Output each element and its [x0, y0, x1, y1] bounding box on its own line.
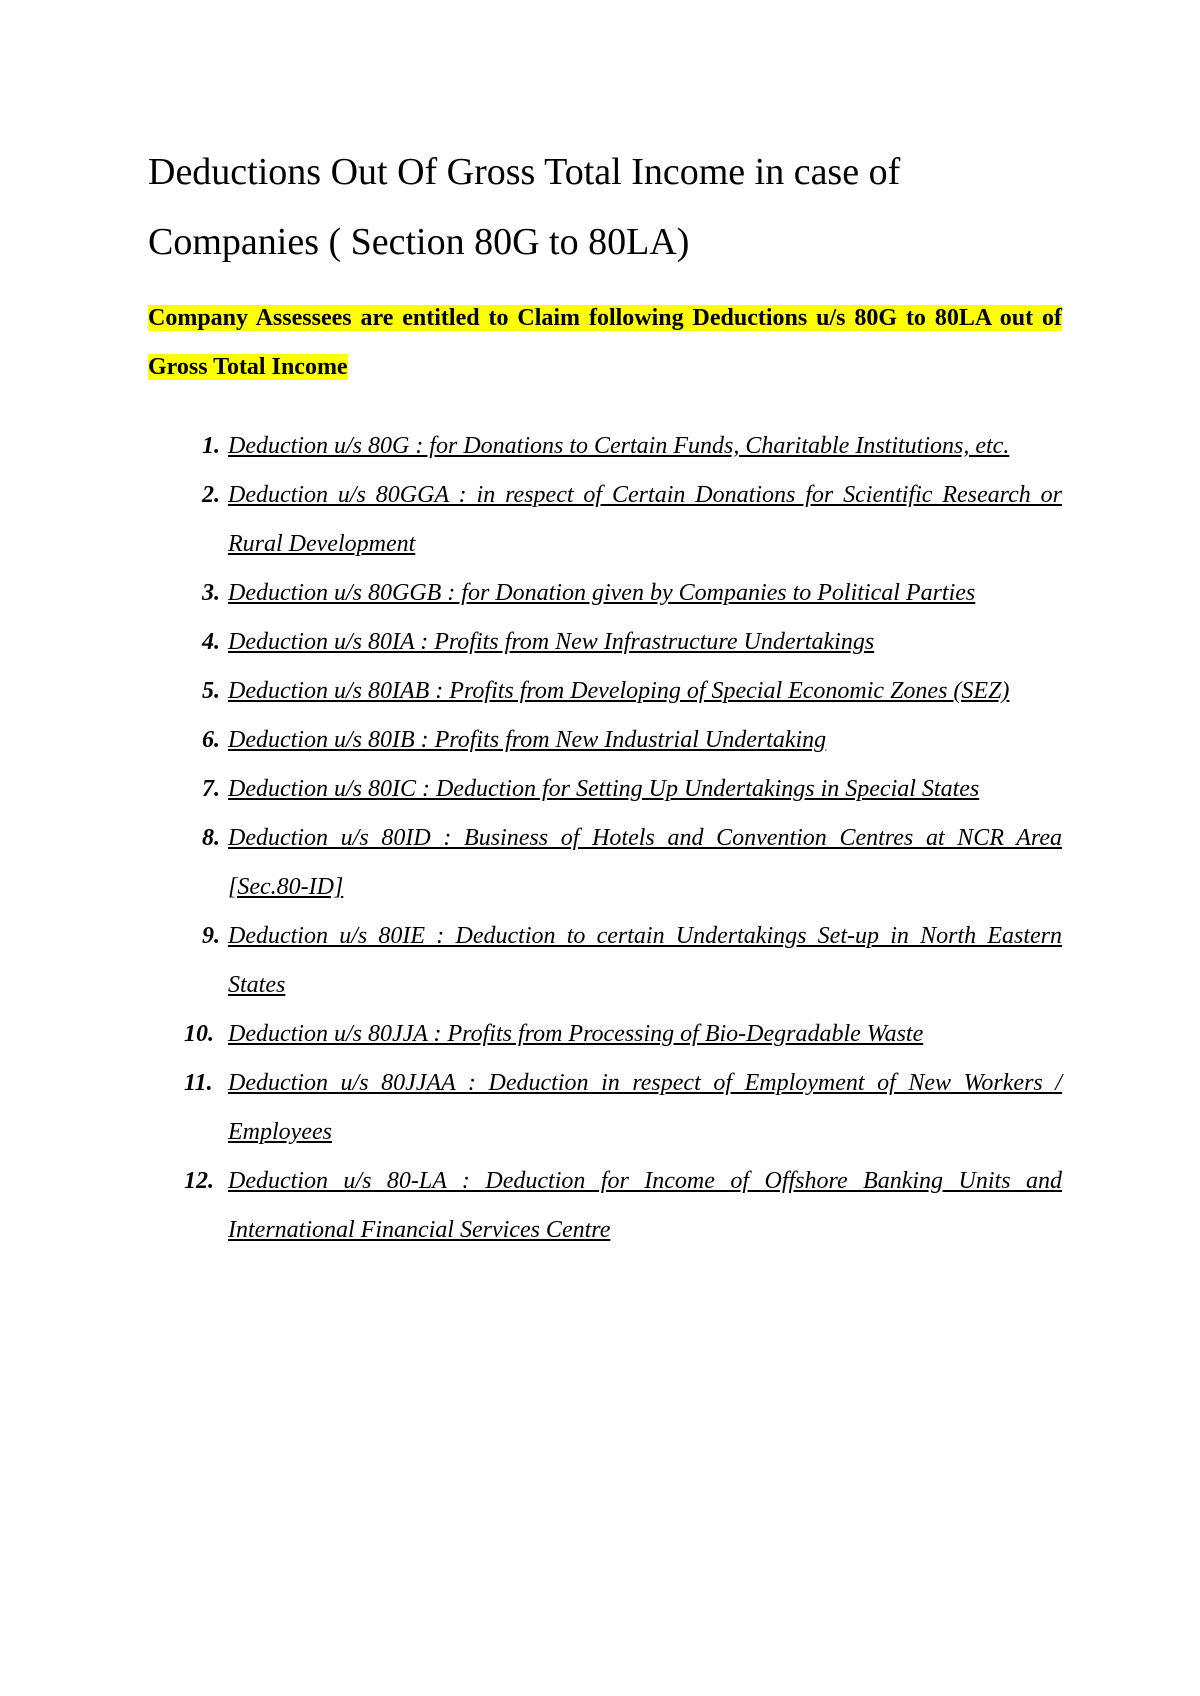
deduction-link[interactable]: Deduction u/s 80IC : Deduction for Setting Up Undertakings in Special States: [228, 776, 980, 802]
list-item-number: 8.: [202, 825, 220, 851]
list-item-number: 6.: [202, 727, 220, 753]
deduction-link[interactable]: Deduction u/s 80-LA : Deduction for Income of Offshore Banking Units and International Financial Services Centre: [228, 1168, 1062, 1243]
list-item[interactable]: [148, 1059, 1062, 1157]
list-item-number: 11.: [184, 1070, 213, 1096]
list-item[interactable]: [148, 716, 1062, 765]
deduction-link[interactable]: Deduction u/s 80IA : Profits from New Infrastructure Undertakings: [228, 629, 875, 655]
list-item[interactable]: [148, 765, 1062, 814]
list-item[interactable]: [148, 1010, 1062, 1059]
list-item[interactable]: [148, 1157, 1062, 1255]
list-item[interactable]: [148, 618, 1062, 667]
list-item[interactable]: [148, 667, 1062, 716]
list-item-number: 1.: [202, 433, 220, 459]
deduction-link[interactable]: Deduction u/s 80ID : Business of Hotels and Convention Centres at NCR Area [Sec.80-ID]: [228, 825, 1062, 900]
list-item-number: 9.: [202, 923, 220, 949]
deduction-link[interactable]: Deduction u/s 80IAB : Profits from Developing of Special Economic Zones (SEZ): [228, 678, 1010, 704]
list-item-number: 2.: [202, 482, 220, 508]
list-item-number: 5.: [202, 678, 220, 704]
deduction-link[interactable]: Deduction u/s 80GGA : in respect of Certain Donations for Scientific Research or Rural Development: [228, 482, 1062, 557]
deduction-link[interactable]: Deduction u/s 80GGB : for Donation given by Companies to Political Parties: [228, 580, 976, 606]
list-item-number: 10.: [184, 1021, 214, 1047]
list-item[interactable]: [148, 422, 1062, 471]
deduction-link[interactable]: Deduction u/s 80G : for Donations to Certain Funds, Charitable Institutions, etc.: [228, 433, 1010, 459]
list-item-number: 12.: [184, 1168, 214, 1194]
deduction-link[interactable]: Deduction u/s 80IE : Deduction to certain Undertakings Set-up in North Eastern States: [228, 923, 1062, 998]
list-item[interactable]: [148, 912, 1062, 1010]
list-item-number: 7.: [202, 776, 220, 802]
document-title: Deductions Out Of Gross Total Income in case of Companies ( Section 80G to 80LA): [148, 151, 901, 263]
deduction-link[interactable]: Deduction u/s 80JJAA : Deduction in respect of Employment of New Workers / Employees: [228, 1070, 1062, 1145]
intro-highlighted-text: Company Assessees are entitled to Claim following Deductions u/s 80G to 80LA out of Gross Total Income: [148, 305, 1062, 380]
deduction-link[interactable]: Deduction u/s 80JJA : Profits from Processing of Bio-Degradable Waste: [228, 1021, 924, 1047]
deduction-link[interactable]: Deduction u/s 80IB : Profits from New Industrial Undertaking: [228, 727, 827, 753]
list-item[interactable]: [148, 569, 1062, 618]
list-item[interactable]: [148, 814, 1062, 912]
intro-paragraph: [148, 294, 1062, 392]
list-item[interactable]: [148, 471, 1062, 569]
list-item-number: 3.: [202, 580, 220, 606]
list-item-number: 4.: [202, 629, 220, 655]
deductions-list: [148, 422, 1062, 1255]
